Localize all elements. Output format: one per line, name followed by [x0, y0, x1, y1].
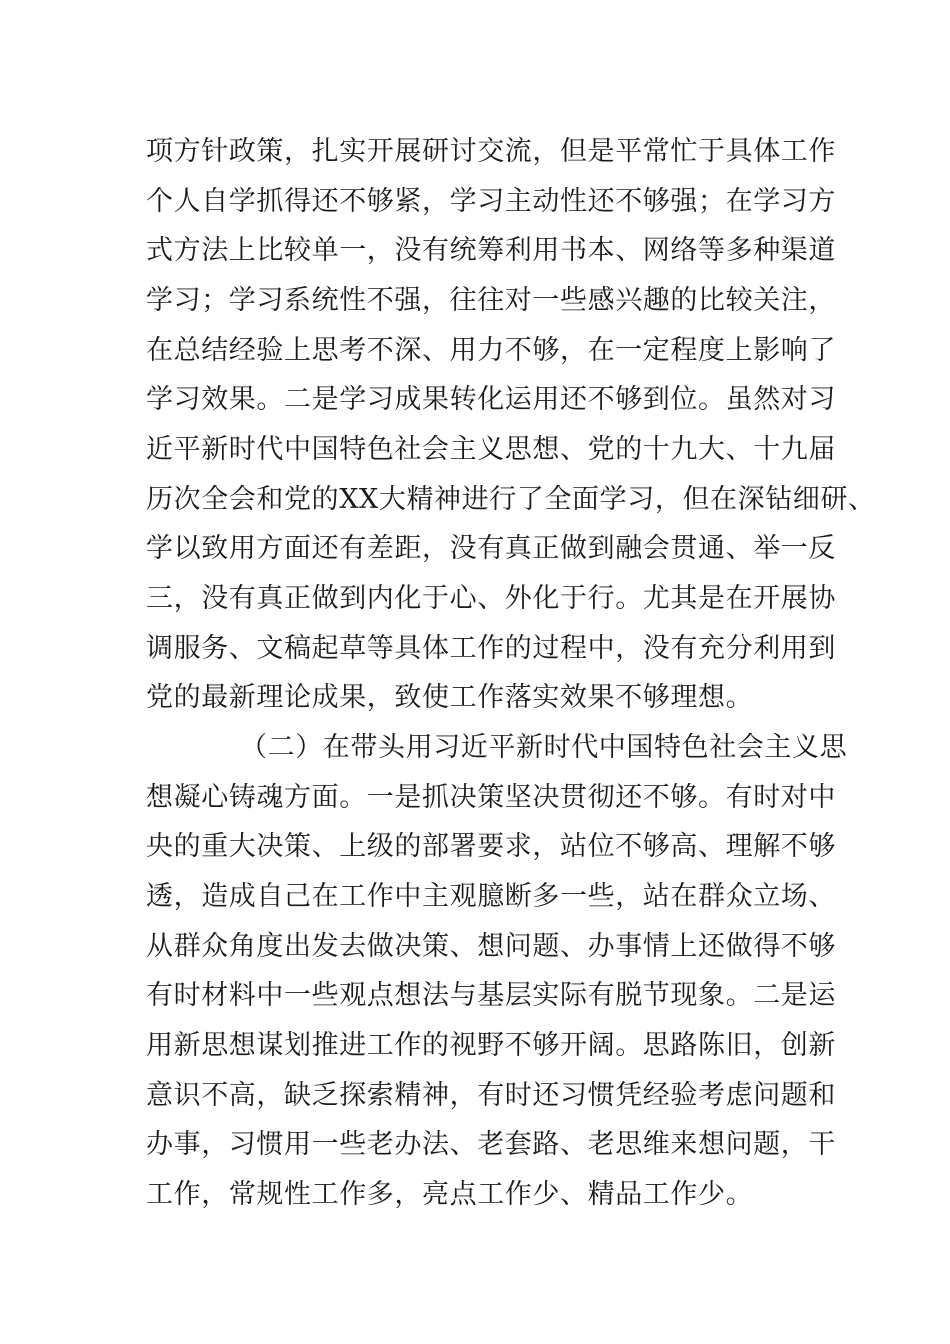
text-line: 近平新时代中国特色社会主义思想、党的十九大、十九届 — [146, 434, 836, 465]
text-line: 三，没有真正做到内化于心、外化于行。尤其是在开展协 — [146, 583, 836, 614]
text-line: 调服务、文稿起草等具体工作的过程中，没有充分利用到 — [146, 633, 836, 664]
text-line: 意识不高，缺乏探索精神，有时还习惯凭经验考虑问题和 — [146, 1080, 836, 1111]
text-line: 式方法上比较单一，没有统筹利用书本、网络等多种渠道 — [146, 235, 836, 266]
text-line: 办事，习惯用一些老办法、老套路、老思维来想问题，干 — [146, 1129, 836, 1160]
text-line: 学以致用方面还有差距，没有真正做到融会贯通、举一反 — [146, 533, 836, 564]
text-line: 央的重大决策、上级的部署要求，站位不够高、理解不够 — [146, 831, 836, 862]
text-line: 党的最新理论成果，致使工作落实效果不够理想。 — [146, 682, 754, 713]
text-line: 用新思想谋划推进工作的视野不够开阔。思路陈旧，创新 — [146, 1030, 836, 1061]
text-line: 有时材料中一些观点想法与基层实际有脱节现象。二是运 — [146, 980, 836, 1011]
section-heading-line: （二）在带头用习近平新时代中国特色社会主义思 — [240, 732, 848, 763]
text-line: 学习；学习系统性不强，往往对一些感兴趣的比较关注， — [146, 285, 836, 316]
text-line: 学习效果。二是学习成果转化运用还不够到位。虽然对习 — [146, 384, 836, 415]
text-line: 想凝心铸魂方面。一是抓决策坚决贯彻还不够。有时对中 — [146, 782, 836, 813]
text-line: 项方针政策，扎实开展研讨交流，但是平常忙于具体工作 — [146, 136, 836, 167]
text-line: 个人自学抓得还不够紧，学习主动性还不够强；在学习方 — [146, 186, 836, 217]
text-line: 工作，常规性工作多，亮点工作少、精品工作少。 — [146, 1179, 754, 1210]
text-line: 从群众角度出发去做决策、想问题、办事情上还做得不够 — [146, 931, 836, 962]
text-line: 历次全会和党的XX大精神进行了全面学习，但在深钻细研、 — [146, 484, 876, 515]
text-line: 透，造成自己在工作中主观臆断多一些，站在群众立场、 — [146, 881, 836, 912]
text-line: 在总结经验上思考不深、用力不够，在一定程度上影响了 — [146, 335, 836, 366]
